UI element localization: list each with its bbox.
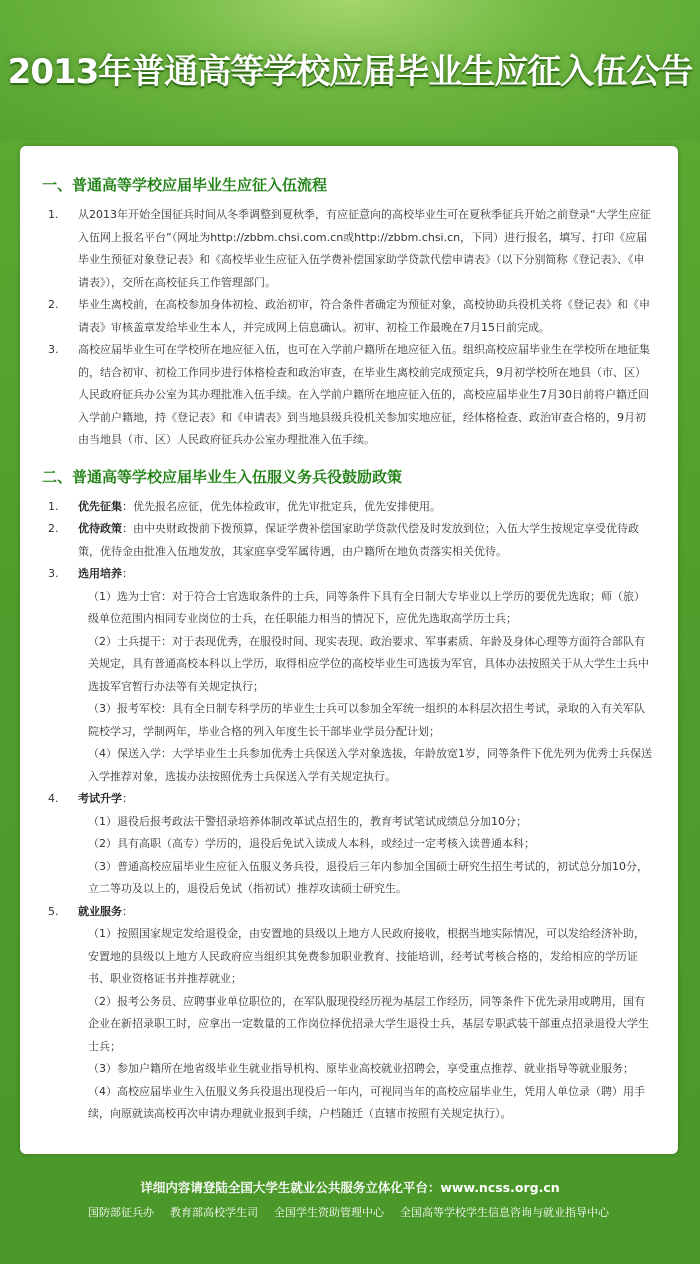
section-1-heading: 一、普通高等学校应届毕业生应征入伍流程 — [42, 176, 328, 194]
sub-item: （1）按照国家规定发给退役金，由安置地的县级以上地方人民政府接收，根据当地实际情况，可以发给经济补助，安置地的县级以上地方人民政府应当组织其免费参加职业教育、技能培训，经考试考核合格的，发给相应的学历证书、职业资格证书并推荐就业； — [88, 927, 645, 985]
footer-org-link[interactable]: 教育部高校学生司 — [170, 1206, 258, 1219]
list-item — [42, 788, 654, 901]
list-item-text: 毕业生离校前，在高校参加身体初检、政治初审，符合条件者确定为预征对象，高校协助兵役机关将《登记表》和《申请表》审核盖章发给毕业生本人，并完成网上信息确认。初审、初检工作最晚在7月15日前完成。 — [78, 298, 650, 334]
sub-item: （1）退役后报考政法干警招录培养体制改革试点招生的，教育考试笔试成绩总分加10分； — [88, 814, 527, 828]
list-item — [42, 496, 654, 519]
sub-item: （3）普通高校应届毕业生应征入伍服义务兵役，退役后三年内参加全国硕士研究生招生考试的，初试总分加10分，立二等功及以上的，退役后免试（指初试）推荐攻读硕士研究生。 — [88, 859, 648, 895]
sub-item: （2）士兵提干：对于表现优秀，在服役时间、现实表现、政治要求、军事素质、年龄及身体心理等方面符合部队有关规定，具有普通高校本科以上学历，取得相应学位的高校毕业生可选拔为军官，具体办法按照关于从大学生士兵中选拔军官暂行办法等有关规定执行； — [88, 634, 649, 693]
list-item-label: 优待政策 — [78, 522, 122, 535]
sub-item: （3）报考军校：具有全日制专科学历的毕业生士兵可以参加全军统一组织的本科层次招生考试，录取的入有关军队院校学习，学制两年，毕业合格的列入年度生长干部毕业学员分配计划； — [88, 702, 645, 738]
sub-item: （2）具有高职（高专）学历的，退役后免试入读成人本科，或经过一定考核入读普通本科； — [88, 837, 535, 850]
list-item — [42, 204, 654, 294]
sub-item: （4）保送入学：大学毕业生士兵参加优秀士兵保送入学对象选拔，年龄放宽1岁，同等条件下优先列为优秀士兵保送入学推荐对象，选拔办法按照优秀士兵保送入学有关规定执行。 — [88, 747, 652, 783]
list-item — [42, 339, 654, 452]
footer-org-link[interactable]: 国防部征兵办 — [88, 1206, 154, 1219]
list-item — [42, 518, 654, 563]
sub-item: （3）参加户籍所在地省级毕业生就业指导机构、原毕业高校就业招聘会，享受重点推荐、就业指导等就业服务； — [88, 1062, 634, 1075]
list-item-number: 2. — [48, 298, 59, 311]
list-item-number: 1. — [48, 208, 59, 221]
list-item-text: ： — [122, 792, 133, 805]
list-item-text: 从2013年开始全国征兵时间从冬季调整到夏秋季，有应征意向的高校毕业生可在夏秋季征兵开始之前登录“大学生应征入伍网上报名平台”（网址为http://zbbm.chsi.com.cn或http://zbbm.chsi.cn，下同）进行报名，填写、打印《应届毕业生预征对象登记表》和《高校毕业生应征入伍学费补偿国家助学贷款代偿申请表》（以下分别简称《登记表》、《申请表》），交所在高校征兵工作管理部门。 — [78, 208, 651, 289]
list-item-label: 优先征集 — [78, 499, 122, 513]
list-item — [42, 294, 654, 339]
list-item-number: 3. — [48, 343, 59, 356]
content-card — [20, 146, 678, 1154]
section-2-heading: 二、普通高等学校应届毕业生入伍服义务兵役鼓励政策 — [42, 467, 403, 486]
list-item — [42, 563, 654, 788]
list-item-number: 2. — [48, 522, 59, 535]
list-item-number: 4. — [48, 792, 59, 805]
page-title: 2013年普通高等学校应届毕业生应征入伍公告 — [7, 52, 693, 92]
sub-item: （2）报考公务员、应聘事业单位职位的，在军队服现役经历视为基层工作经历，同等条件下优先录用或聘用，国有企业在新招录职工时，应拿出一定数量的工作岗位择优招录大学生退役士兵，基层专职武装干部重点招录退役大学生士兵； — [88, 994, 649, 1053]
list-item-number: 5. — [48, 904, 59, 918]
list-item-number: 1. — [48, 499, 59, 513]
list-item-text: ： — [122, 904, 133, 918]
list-item-label: 选用培养 — [78, 567, 122, 580]
list-item-label: 就业服务 — [78, 904, 122, 918]
footer-org-link[interactable]: 全国高等学校学生信息咨询与就业指导中心 — [400, 1206, 609, 1219]
list-item-text: ：优先报名应征，优先体检政审，优先审批定兵，优先安排使用。 — [122, 499, 441, 513]
list-item-number: 3. — [48, 567, 59, 580]
list-item-text: ：由中央财政拨前下拨预算，保证学费补偿国家助学贷款代偿及时发放到位；入伍大学生按规定享受优待政策，优待金由批准入伍地发放，其家庭享受军属待遇，由户籍所在地负责落实相关优待。 — [78, 522, 639, 558]
section-2-list — [42, 496, 654, 1126]
footer-org-link[interactable]: 全国学生资助管理中心 — [274, 1206, 384, 1219]
footer-platform-link[interactable]: 详细内容请登陆全国大学生就业公共服务立体化平台：www.ncss.org.cn — [140, 1180, 560, 1195]
list-item — [42, 901, 654, 1126]
list-item-text: ： — [122, 567, 133, 580]
footer-organizations — [88, 1204, 688, 1220]
list-item-text: 高校应届毕业生可在学校所在地应征入伍，也可在入学前户籍所在地应征入伍。组织高校应届毕业生在学校所在地征集的，结合初审、初检工作同步进行体格检查和政治审查，在毕业生离校前完成预定兵，9月初学校所在地县（市、区）人民政府征兵办公室为其办理批准入伍手续。在入学前户籍所在地应征入伍的，高校应届毕业生7月30日前将户籍迁回入学前户籍地，持《登记表》和《申请表》到当地县级兵役机关参加实地应征，经体格检查、政治审查合格的，9月初由当地县（市、区）人民政府征兵办公室办理批准入伍手续。 — [78, 343, 650, 446]
sub-item: （1）选为士官：对于符合士官选取条件的士兵，同等条件下具有全日制大专毕业以上学历的要优先选取；师（旅）级单位范围内相同专业岗位的士兵，在任职能力相当的情况下，应优先选取高学历士兵； — [88, 589, 645, 625]
section-1-list — [42, 204, 654, 452]
list-item-label: 考试升学 — [78, 792, 122, 805]
sub-item: （4）高校应届毕业生入伍服义务兵役退出现役后一年内，可视同当年的高校应届毕业生，凭用人单位录（聘）用手续，向原就读高校再次申请办理就业报到手续，户档随迁（直辖市按照有关规定执行）。 — [88, 1084, 645, 1120]
